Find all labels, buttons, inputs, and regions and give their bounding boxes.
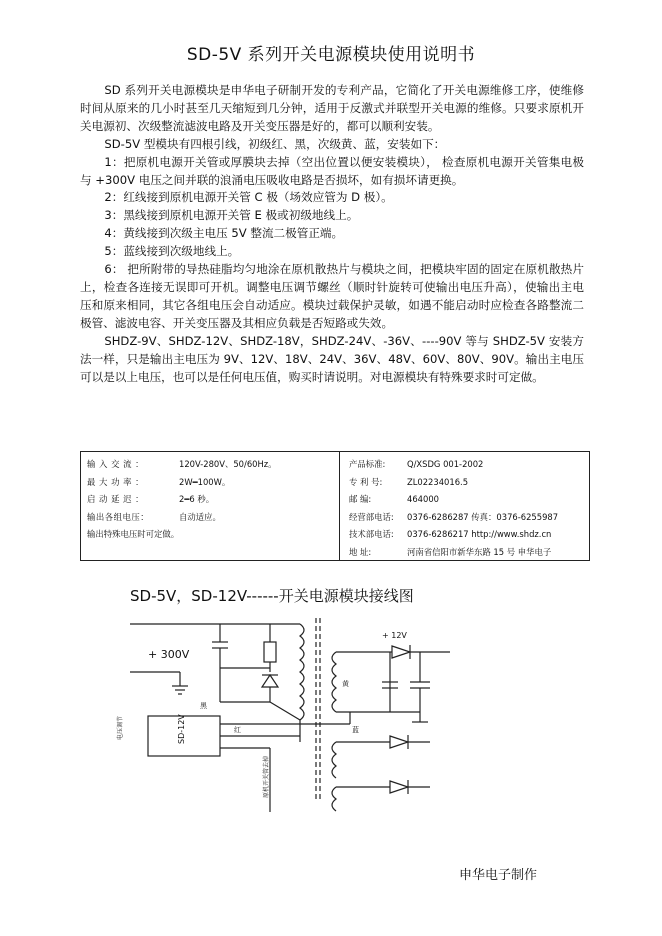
intro-paragraph: SD 系列开关电源模块是申华电子研制开发的专利产品，它简化了开关电源维修工序，使维修时间从原来的几小时甚至几天缩短到几分钟，适用于反激式并联型开关电源的维修。只要求原机开关电源初、次级整流滤波电路及开关变压器是好的，都可以顺利安装。 (80, 83, 584, 133)
label-black: 黑 (200, 702, 207, 710)
spec-custom-note: 输出特殊电压时可定做。 (87, 529, 180, 539)
step-5: 5：蓝线接到次级地线上。 (104, 244, 240, 259)
label-yellow: 黄 (342, 680, 349, 688)
maker-credit: 申华电子制作 (459, 868, 538, 883)
step-1: 1：把原机电源开关管或厚膜块去掉（空出位置以便安装模块）， 检查原机电源开关管集电极与 +300V 电压之间并联的浪涌电压吸收电路是否损坏，如有损坏请更换。 (80, 154, 584, 187)
spec-address: 地 址: 河南省信阳市新华东路 15 号 申华电子 (349, 546, 552, 557)
spec-divider (339, 452, 340, 560)
diagram-title: SD-5V，SD-12V------开关电源模块接线图 (130, 587, 414, 605)
step-6: 6： 把所附带的导热硅脂均匀地涂在原机散热片与模块之间，把模块牢固的固定在原机散热片上，检查各连接无误即可开机。调整电压调节螺丝（顺时针旋转可使输出电压升高），使输出主电压和原来相同，其它各组电压会自动适应。模块过载保护灵敏，如遇不能启动时应检查各路整流二极管、滤波电容、开关变压器及其相应负载是否短路或失效。 (80, 262, 584, 330)
spec-patent: 专 利 号: ZL02234016.5 (349, 476, 469, 487)
label-adj: 电压调节 (117, 715, 124, 740)
spec-max-power: 最 大 功 率 ： 2W━100W。 (87, 476, 231, 487)
label-blue: 蓝 (352, 726, 359, 734)
spec-tech-phone: 技术部电话: 0376-6286217 http://www.shdz.cn (349, 529, 552, 539)
label-12v: + 12V (382, 631, 407, 640)
spec-input-ac: 输 入 交 流 ： 120V-280V、50/60Hz。 (87, 459, 277, 469)
spec-output-voltages: 输出各组电压： 自动适应。 (87, 511, 221, 522)
spec-left-column (87, 456, 335, 544)
spec-postcode: 邮 编: 464000 (349, 494, 439, 504)
models-paragraph: SHDZ-9V、SHDZ-12V、SHDZ-18V，SHDZ-24V、-36V、----90V 等与 SHDZ-5V 安装方法一样，只是输出主电压为 9V、12V、18V、24V、36V、48V、60V、80V、90V。输出主电压可以是以上电压，也可以是任何电压值，购买时请说明。对电源模块有特殊要求时可定做。 (80, 333, 584, 384)
module-label: SD-12V (177, 714, 186, 744)
leads-paragraph: SD-5V 型模块有四根引线，初级红、黑，次级黄、蓝，安装如下： (104, 136, 446, 151)
step-3: 3：黑线接到原机电源开关管 E 极或初级地线上。 (104, 208, 359, 223)
spec-right-column (349, 456, 587, 561)
step-4: 4：黄线接到次级主电压 5V 整流二极管正端。 (104, 226, 344, 241)
label-300v: + 300V (148, 648, 190, 661)
label-red: 红 (234, 726, 241, 734)
spec-table (80, 451, 590, 561)
document-title: SD-5V 系列开关电源模块使用说明书 (186, 45, 476, 65)
spec-standard: 产品标准: Q/XSDG 001-2002 (349, 459, 484, 469)
step-2: 2：红线接到原机电源开关管 C 极（场效应管为 D 极）。 (104, 190, 393, 205)
spec-start-delay: 启 动 延 迟 ： 2━6 秒。 (87, 494, 215, 504)
instruction-body (80, 82, 584, 386)
spec-sales-phone: 经营部电话: 0376-6286287 传真：0376-6255987 (349, 511, 559, 522)
wiring-diagram (117, 612, 540, 852)
label-note: 原机开关管去掉 (263, 755, 270, 798)
